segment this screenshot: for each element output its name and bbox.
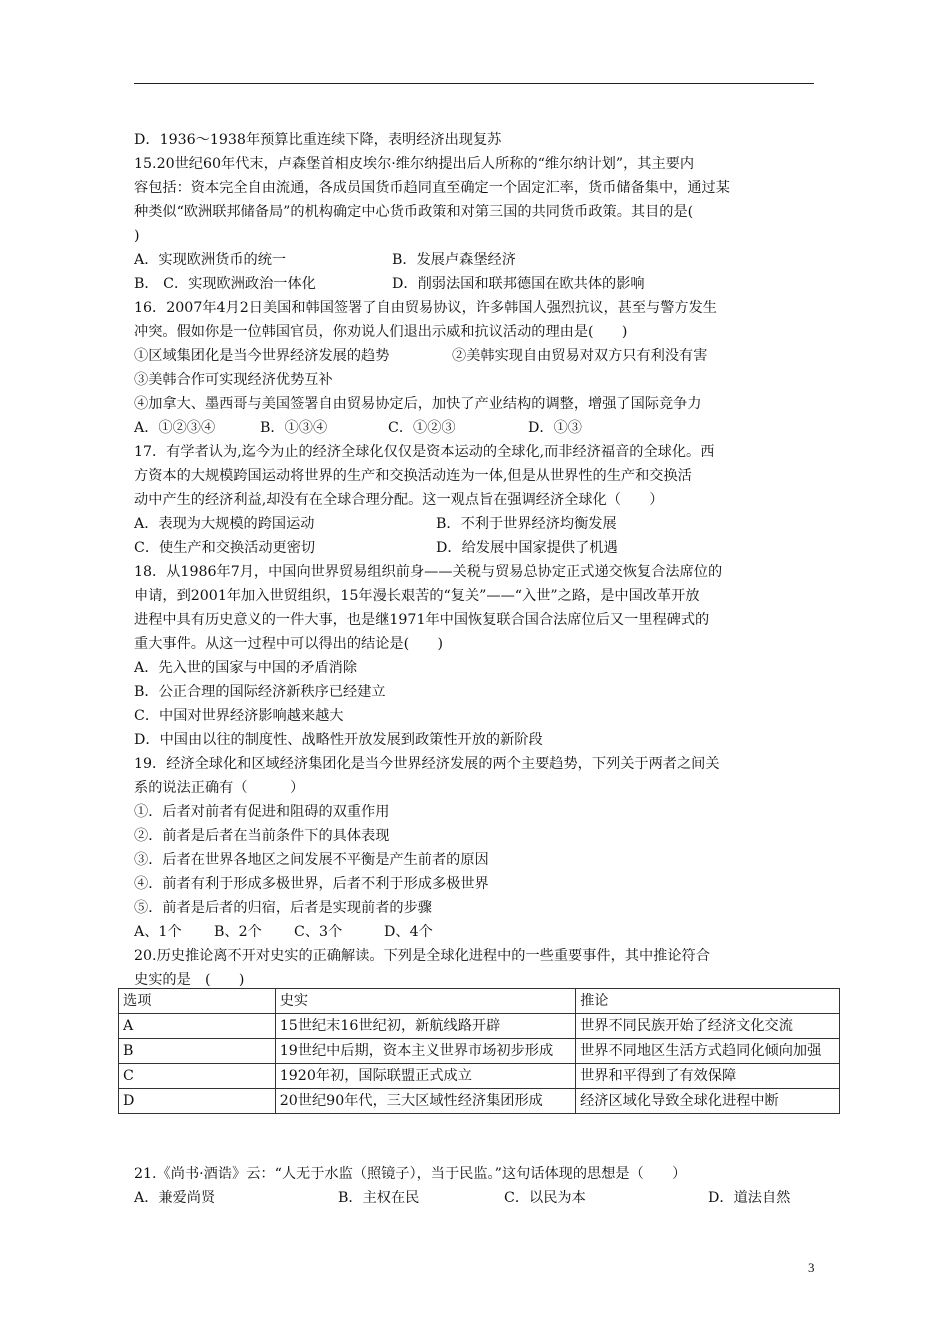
q16-option-d: D．①③ — [528, 420, 582, 436]
q14-option-d: D．1936～1938年预算比重连续下降，表明经济出现复苏 — [134, 132, 502, 148]
q17-stem-line: 动中产生的经济利益,却没有在全球合理分配。这一观点旨在强调经济全球化（ ） — [134, 492, 664, 508]
q18-option-a: A．先入世的国家与中国的矛盾消除 — [134, 660, 358, 676]
q15-stem-line: 种类似“欧洲联邦储备局”的机构确定中心货币政策和对第三国的共同货币政策。其目的是( — [134, 204, 694, 220]
q15-option-c: B． C．实现欧洲政治一体化 — [134, 276, 316, 292]
q15-option-b: B．发展卢森堡经济 — [392, 252, 516, 268]
table-cell: 世界和平得到了有效保障 — [576, 1064, 840, 1089]
table-cell: 20世纪90年代，三大区域性经济集团形成 — [275, 1089, 575, 1114]
table-header: 推论 — [576, 989, 840, 1014]
header-rule — [134, 83, 814, 84]
q21-option-b: B．主权在民 — [338, 1190, 420, 1206]
q17-option-d: D．给发展中国家提供了机遇 — [436, 540, 618, 556]
table-header: 史实 — [275, 989, 575, 1014]
q17-stem-line: 17．有学者认为,迄今为止的经济全球化仅仅是资本运动的全球化,而非经济福音的全球化。西 — [134, 444, 715, 460]
q19-option-c: C、3个 — [294, 924, 343, 940]
q21-option-c: C．以民为本 — [504, 1190, 586, 1206]
q20-stem-line: 史实的是 ( ) — [134, 972, 245, 988]
q15-options-row — [134, 248, 814, 272]
q16-option-b: B．①③④ — [260, 420, 328, 436]
q15-option-a: A．实现欧洲货币的统一 — [134, 252, 287, 268]
q16-stem-line: 冲突。假如你是一位韩国官员，你劝说人们退出示威和抗议活动的理由是( ) — [134, 324, 628, 340]
q16-item-3: ③美韩合作可实现经济优势互补 — [134, 372, 333, 388]
q18-stem-line: 18．从1986年7月，中国向世界贸易组织前身——关税与贸易总协定正式递交恢复合法席位的 — [134, 564, 723, 580]
q15-options-row — [134, 272, 814, 296]
q18-stem-line: 重大事件。从这一过程中可以得出的结论是( ) — [134, 636, 444, 652]
q18-stem-line: 申请，到2001年加入世贸组织，15年漫长艰苦的“复关”——“入世”之路，是中国改革开放 — [134, 588, 700, 604]
question-block — [134, 128, 814, 992]
q17-option-a: A．表现为大规模的跨国运动 — [134, 516, 315, 532]
q19-options-row — [134, 920, 814, 944]
q19-option-a: A、1个 — [134, 924, 182, 940]
q17-stem-line: 方资本的大规模跨国运动将世界的生产和交换活动连为一体,但是从世界性的生产和交换活 — [134, 468, 692, 484]
q16-option-c: C．①②③ — [388, 420, 456, 436]
table-cell: D — [119, 1089, 276, 1114]
q19-item-1: ①．后者对前者有促进和阻碍的双重作用 — [134, 804, 390, 820]
q21-stem-line: 21.《尚书·酒诰》云：“人无于水监（照镜子），当于民监。”这句话体现的思想是（ ） — [134, 1166, 687, 1182]
q16-item-4: ④加拿大、墨西哥与美国签署自由贸易协定后，加快了产业结构的调整，增强了国际竞争力 — [134, 396, 702, 412]
table-cell: A — [119, 1014, 276, 1039]
q15-stem-line: 容包括：资本完全自由流通，各成员国货币趋同直至确定一个固定汇率，货币储备集中，通过某 — [134, 180, 730, 196]
q16-items-row — [134, 344, 814, 368]
q21-option-d: D．道法自然 — [708, 1190, 791, 1206]
q19-item-2: ②．前者是后者在当前条件下的具体表现 — [134, 828, 390, 844]
table-cell: B — [119, 1039, 276, 1064]
q15-option-d: D．削弱法国和联邦德国在欧共体的影响 — [392, 276, 645, 292]
q19-stem-line: 19．经济全球化和区域经济集团化是当今世界经济发展的两个主要趋势，下列关于两者之间关 — [134, 756, 720, 772]
table-cell: 经济区域化导致全球化进程中断 — [576, 1089, 840, 1114]
page-number: 3 — [808, 1260, 815, 1275]
table-header: 选项 — [119, 989, 276, 1014]
q17-option-b: B．不利于世界经济均衡发展 — [436, 516, 617, 532]
q15-stem-line: 15.20世纪60年代末，卢森堡首相皮埃尔·维尔纳提出后人所称的“维尔纳计划”，其主要内 — [134, 156, 695, 172]
q21-option-a: A．兼爱尚贤 — [134, 1190, 216, 1206]
table-cell: 世界不同地区生活方式趋同化倾向加强 — [576, 1039, 840, 1064]
table-header-row — [119, 989, 840, 1014]
table-row — [119, 1039, 840, 1064]
table-cell: 15世纪末16世纪初，新航线路开辟 — [275, 1014, 575, 1039]
table-row — [119, 1064, 840, 1089]
q17-options-row — [134, 512, 814, 536]
q16-item-1: ①区域集团化是当今世界经济发展的趋势 — [134, 348, 390, 364]
q19-stem-line: 系的说法正确有（ ） — [134, 780, 305, 796]
q18-option-b: B．公正合理的国际经济新秩序已经建立 — [134, 684, 386, 700]
q21-options-row — [134, 1186, 824, 1210]
table-row — [119, 1089, 840, 1114]
table-cell: C — [119, 1064, 276, 1089]
q16-option-a: A．①②③④ — [134, 420, 216, 436]
q17-options-row — [134, 536, 814, 560]
q19-item-3: ③．后者在世界各地区之间发展不平衡是产生前者的原因 — [134, 852, 489, 868]
q19-option-d: D、4个 — [384, 924, 433, 940]
table-cell: 1920年初，国际联盟正式成立 — [275, 1064, 575, 1089]
q18-option-c: C．中国对世界经济影响越来越大 — [134, 708, 344, 724]
q16-options-row — [134, 416, 814, 440]
q21-block — [134, 1162, 824, 1210]
q20-stem-line: 20.历史推论离不开对史实的正确解读。下列是全球化进程中的一些重要事件，其中推论符合 — [134, 948, 710, 964]
table-cell: 19世纪中后期，资本主义世界市场初步形成 — [275, 1039, 575, 1064]
table-row — [119, 1014, 840, 1039]
q20-table — [118, 988, 840, 1114]
q19-item-4: ④．前者有利于形成多极世界，后者不利于形成多极世界 — [134, 876, 489, 892]
q16-item-2: ②美韩实现自由贸易对双方只有利没有害 — [452, 348, 708, 364]
q18-option-d: D．中国由以往的制度性、战略性开放发展到政策性开放的新阶段 — [134, 732, 543, 748]
table-cell: 世界不同民族开始了经济文化交流 — [576, 1014, 840, 1039]
q19-item-5: ⑤．前者是后者的归宿，后者是实现前者的步骤 — [134, 900, 432, 916]
q15-stem-line: ) — [134, 228, 140, 244]
q17-option-c: C．使生产和交换活动更密切 — [134, 540, 316, 556]
q16-stem-line: 16．2007年4月2日美国和韩国签署了自由贸易协议，许多韩国人强烈抗议，甚至与警方发生 — [134, 300, 717, 316]
q19-option-b: B、2个 — [214, 924, 262, 940]
q18-stem-line: 进程中具有历史意义的一件大事，也是继1971年中国恢复联合国合法席位后又一里程碑式的 — [134, 612, 710, 628]
